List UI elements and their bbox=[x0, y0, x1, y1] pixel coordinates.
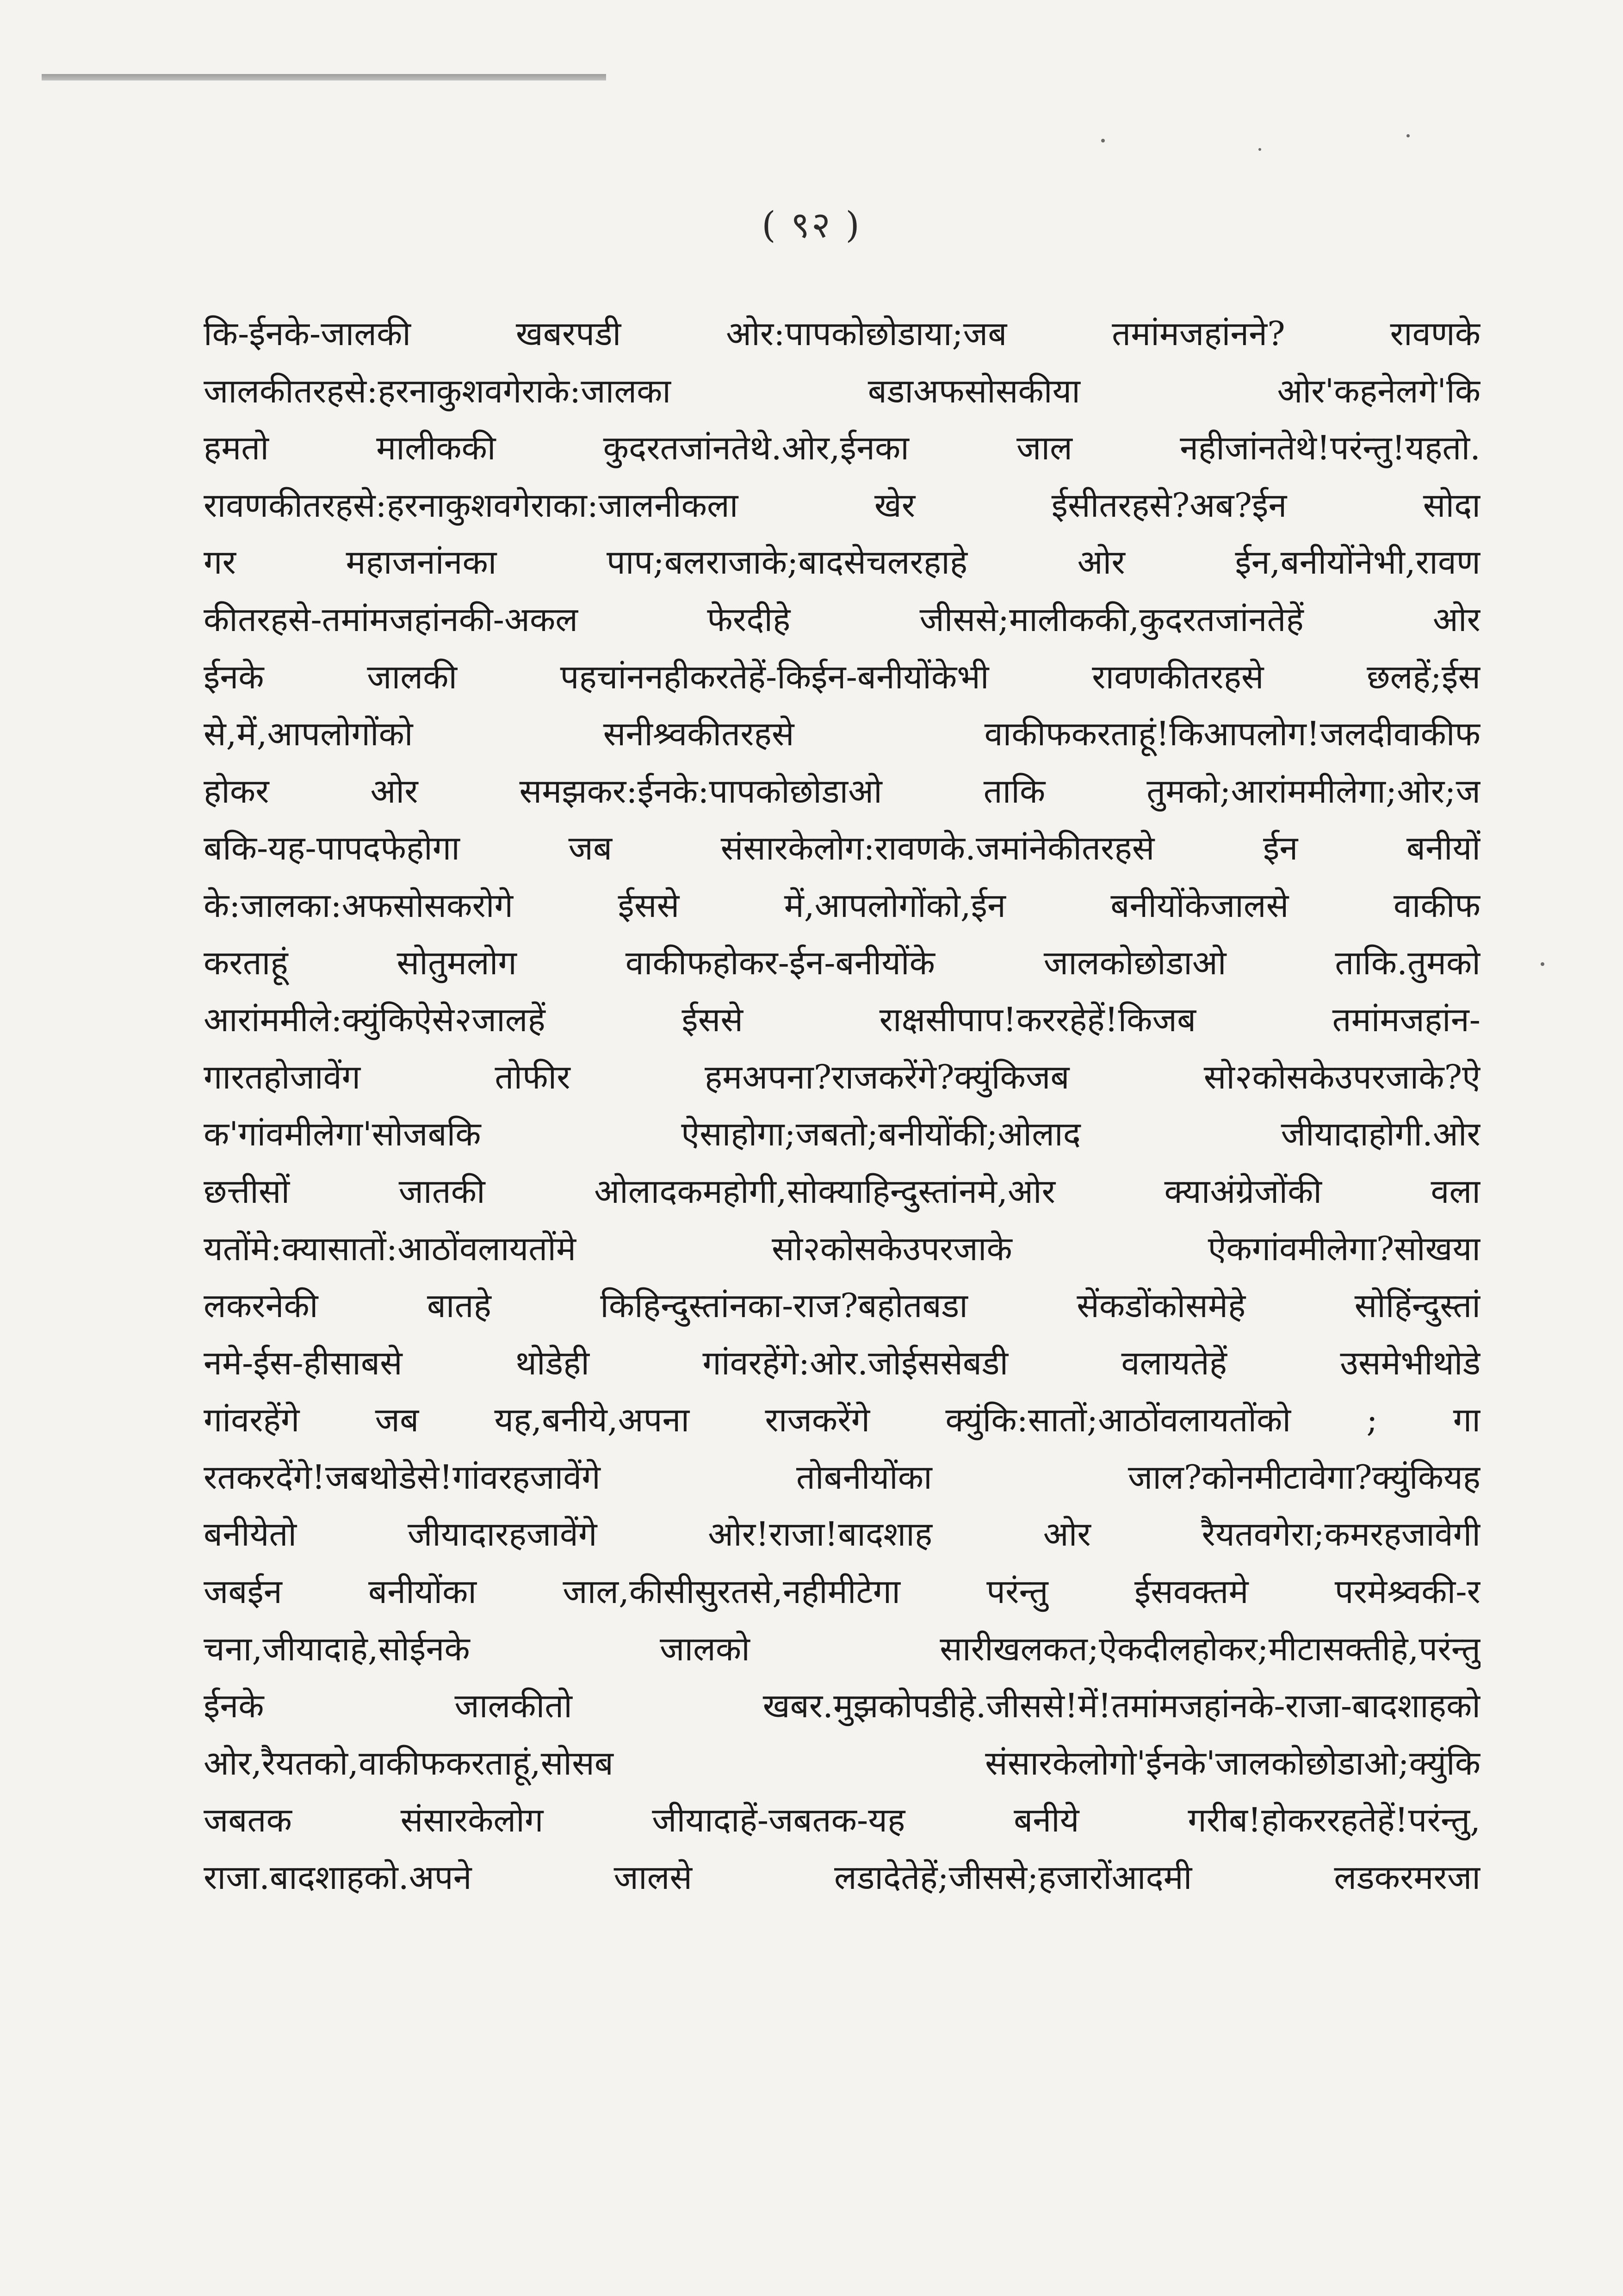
text-line: ईनके जालकी पहचांननहीकरतेहें-किईन-बनीयोंकेभी रावणकीतरहसे छलहें;ईस bbox=[204, 657, 1481, 696]
text-line: से,में,आपलोगोंको सनीश्र्वकीतरहसे वाकीफकरताहूं!किआपलोग!जलदीवाकीफ bbox=[204, 714, 1481, 754]
text-line: छत्तीसों जातकी ओलादकमहोगी,सोक्याहिन्दुस्तांनमे,ओर क्याअंग्रेजोंकी वला bbox=[204, 1171, 1481, 1211]
text-line: गारतहोजावेंग तोफीर हमअपना?राजकरेंगे?क्युंकिजब सो२कोसकेउपरजाके?ऐ bbox=[204, 1057, 1481, 1096]
scan-speck bbox=[1101, 139, 1105, 142]
text-line: गांवरहेंगे जब यह,बनीये,अपना राजकरेंगे क्युंकि:सातों;आठोंवलायतोंको ; गा bbox=[204, 1400, 1481, 1440]
text-line: होकर ओर समझकर:ईनके:पापकोछोडाओ ताकि तुमको;आरांममीलेगा;ओर;ज bbox=[204, 771, 1481, 811]
scan-edge-rule bbox=[42, 74, 606, 80]
text-line: जबतक संसारकेलोग जीयादाहें-जबतक-यह बनीये गरीब!होकररहतेहें!परंन्तु, bbox=[204, 1801, 1481, 1840]
text-body bbox=[204, 305, 1481, 1906]
text-line: ईनके जालकीतो खबर.मुझकोपडीहे.जीससे!में!तमांमजहांनके-राजा-बादशाहको bbox=[204, 1686, 1481, 1726]
text-line: क'गांवमीलेगा'सोजबकि ऐसाहोगा;जबतो;बनीयोंकी;ओलाद जीयादाहोगी.ओर bbox=[204, 1114, 1481, 1154]
text-line: रतकरदेंगे!जबथोडेसे!गांवरहजावेंगे तोबनीयोंका जाल?कोनमीटावेगा?क्युंकियह bbox=[204, 1457, 1481, 1497]
page-number: ( ९२ ) bbox=[762, 204, 861, 246]
text-line: जालकीतरहसे:हरनाकुशवगेराके:जालका बडाअफसोसकीया ओर'कहनेलगे'कि bbox=[204, 371, 1481, 410]
text-line: हमतो मालीककी कुदरतजांनतेथे.ओर,ईनका जाल नहीजांनतेथे!परंन्तु!यहतो. bbox=[204, 428, 1481, 468]
text-line: रावणकीतरहसे:हरनाकुशवगेराका:जालनीकला खेर ईसीतरहसे?अब?ईन सोदा bbox=[204, 485, 1481, 525]
scan-speck bbox=[1541, 962, 1544, 966]
text-line: जबईन बनीयोंका जाल,कीसीसुरतसे,नहीमीटेगा परंन्तु ईसवक्तमे परमेश्र्वकी-र bbox=[204, 1572, 1481, 1611]
text-line: कि-ईनके-जालकी खबरपडी ओर:पापकोछोडाया;जब तमांमजहांनने? रावणके bbox=[204, 314, 1481, 353]
text-line: बनीयेतो जीयादारहजावेंगे ओर!राजा!बादशाह ओर रैयतवगेरा;कमरहजावेगी bbox=[204, 1515, 1481, 1554]
text-line: यतोंमे:क्यासातों:आठोंवलायतोंमे सो२कोसकेउपरजाके ऐकगांवमीलेगा?सोखया bbox=[204, 1229, 1481, 1268]
text-line: नमे-ईस-हीसाबसे थोडेही गांवरहेंगे:ओर.जोईससेबडी वलायतेहें उसमेभीथोडे bbox=[204, 1343, 1481, 1382]
scan-speck bbox=[1406, 134, 1410, 137]
text-line: बकि-यह-पापदफेहोगा जब संसारकेलोग:रावणके.जमांनेकीतरहसे ईन बनीयों bbox=[204, 829, 1481, 868]
text-line: करताहूं सोतुमलोग वाकीफहोकर-ईन-बनीयोंके जालकोछोडाओ ताकि.तुमको bbox=[204, 943, 1481, 982]
text-line: के:जालका:अफसोसकरोगे ईससे में,आपलोगोंको,ईन बनीयोंकेजालसे वाकीफ bbox=[204, 885, 1481, 925]
text-line: ओर,रैयतको,वाकीफकरताहूं,सोसब संसारकेलोगो'ईनके'जालकोछोडाओ;क्युंकि bbox=[204, 1743, 1481, 1782]
text-line: लकरनेकी बातहे किहिन्दुस्तांनका-राज?बहोतबडा सेंकडोंकोसमेहे सोहिंन्दुस्तां bbox=[204, 1286, 1481, 1325]
text-line: गर महाजनांनका पाप;बलराजाके;बादसेचलरहाहे ओर ईन,बनीयोंनेभी,रावण bbox=[204, 543, 1481, 582]
scan-speck bbox=[1258, 148, 1261, 151]
text-line: कीतरहसे-तमांमजहांनकी-अकल फेरदीहे जीससे;मालीककी,कुदरतजांनतेहें ओर bbox=[204, 600, 1481, 639]
text-line: चना,जीयादाहे,सोईनके जालको सारीखलकत;ऐकदीलहोकर;मीटासक्तीहे,परंन्तु bbox=[204, 1629, 1481, 1668]
text-line: राजा.बादशाहको.अपने जालसे लडादेतेहें;जीससे;हजारोंआदमी लडकरमरजा bbox=[204, 1858, 1481, 1897]
text-line: आरांममीले:क्युंकिऐसे२जालहें ईससे राक्षसीपाप!कररहेहें!किजब तमांमजहांन- bbox=[204, 1000, 1481, 1040]
